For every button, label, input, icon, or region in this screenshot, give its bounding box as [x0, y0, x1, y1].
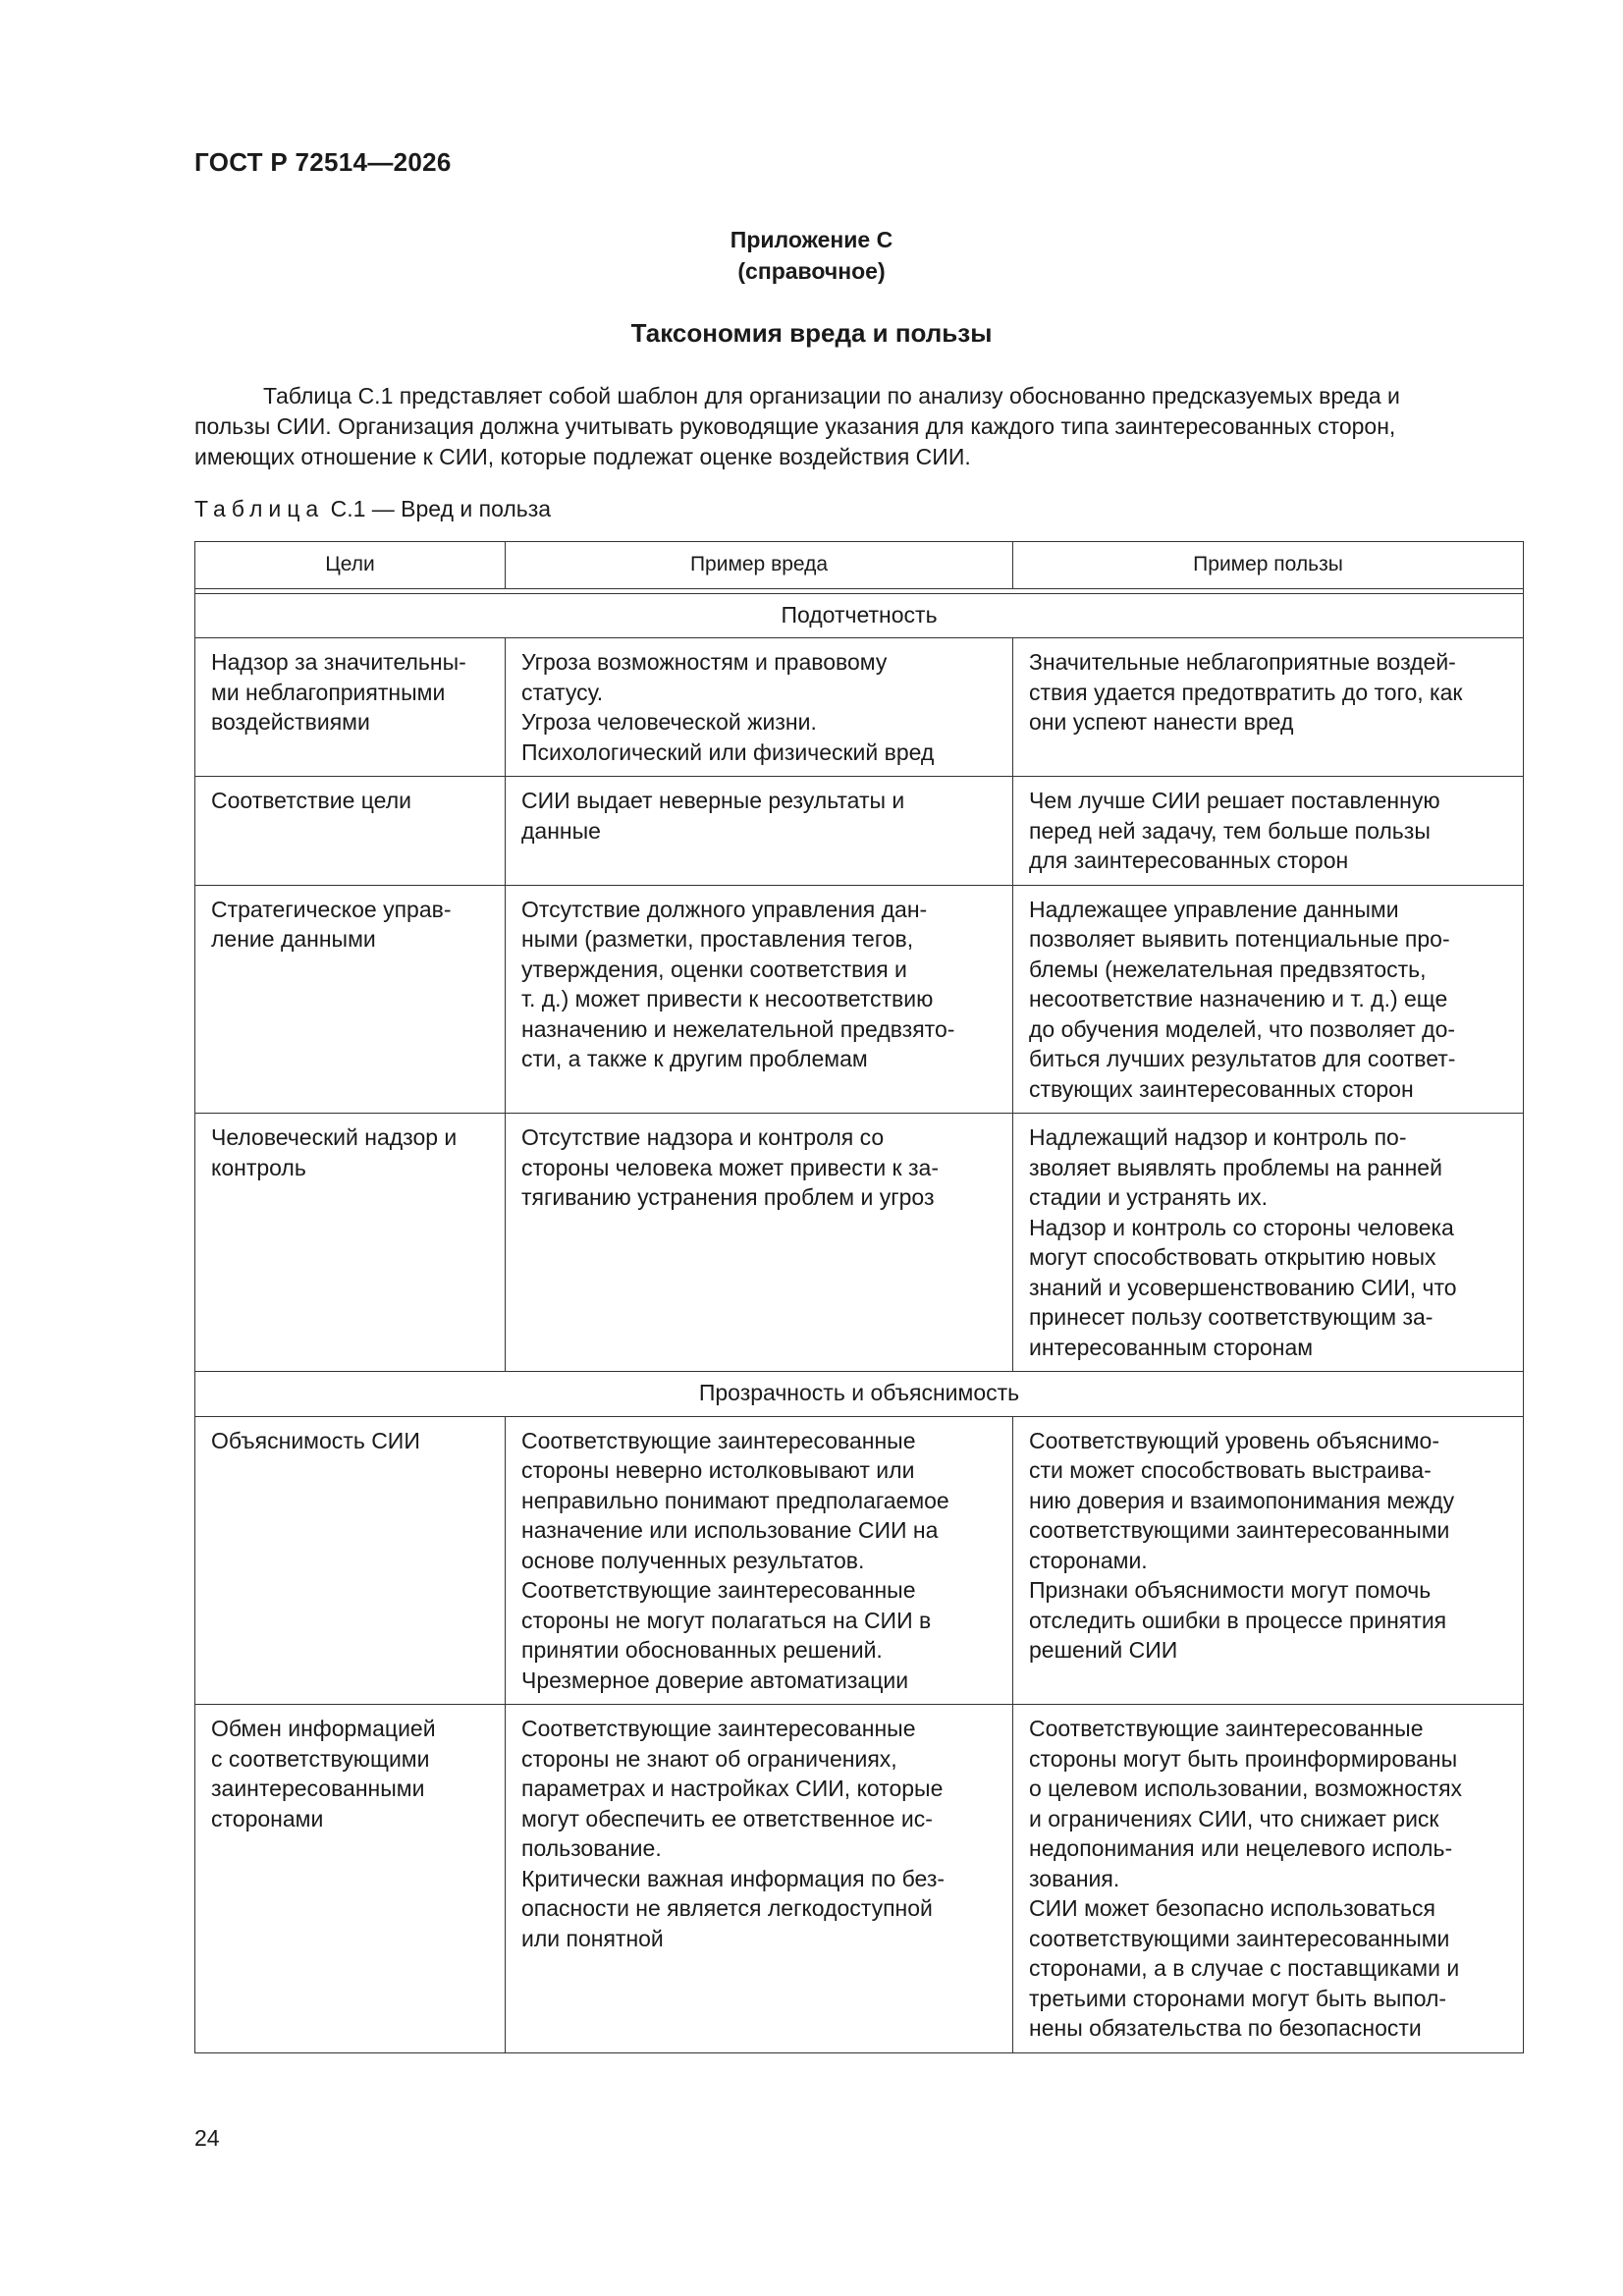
intro-line: имеющих отношение к СИИ, которые подлежат оценке воздействия СИИ.	[194, 444, 971, 469]
table-caption-label: Таблица	[194, 496, 325, 521]
table-caption-text: С.1 — Вред и польза	[330, 496, 552, 521]
cell-line: заинтересованными	[211, 1776, 425, 1801]
cell-harm	[506, 1705, 1013, 2053]
cell-line: для заинтересованных сторон	[1029, 847, 1349, 873]
cell-line: СИИ выдает неверные результаты и	[521, 788, 905, 813]
cell-benefit	[1013, 638, 1524, 777]
cell-line: стороны неверно истолковывают или	[521, 1457, 915, 1483]
column-header-benefit: Пример пользы	[1013, 542, 1524, 589]
table-header-row	[195, 542, 1524, 589]
cell-line: Человеческий надзор и	[211, 1124, 458, 1150]
section-row	[195, 593, 1524, 638]
section-title: Подотчетность	[195, 593, 1524, 638]
cell-goal	[195, 1114, 506, 1372]
section-title: Прозрачность и объяснимость	[195, 1372, 1524, 1417]
cell-line: Признаки объяснимости могут помочь	[1029, 1577, 1432, 1603]
document-code: ГОСТ Р 72514—2026	[194, 147, 452, 177]
cell-line: стороны могут быть проинформированы	[1029, 1745, 1458, 1772]
intro-line: пользы СИИ. Организация должна учитывать руководящие указания для каждого типа заинтересованных сторон,	[194, 413, 1396, 439]
cell-line: о целевом использовании, возможностях	[1029, 1776, 1463, 1801]
cell-benefit	[1013, 1705, 1524, 2053]
cell-goal	[195, 777, 506, 886]
cell-line: Психологический или физический вред	[521, 738, 935, 765]
cell-line: несоответствие назначению и т. д.) еще	[1029, 986, 1448, 1011]
annex-subtitle: (справочное)	[737, 258, 886, 284]
annex-heading	[0, 224, 1623, 287]
cell-benefit	[1013, 1114, 1524, 1372]
cell-line: стороны не могут полагаться на СИИ в	[521, 1607, 932, 1633]
column-header-harm: Пример вреда	[506, 542, 1013, 589]
cell-line: Соответствующие заинтересованные	[521, 1427, 916, 1453]
cell-line: основе полученных результатов.	[521, 1547, 865, 1573]
cell-line: тягиванию устранения проблем и угроз	[521, 1184, 935, 1210]
cell-line: принятии обоснованных решений.	[521, 1637, 883, 1663]
cell-line: ление данными	[211, 926, 376, 952]
cell-line: знаний и усовершенствованию СИИ, что	[1029, 1274, 1457, 1300]
cell-line: позволяет выявить потенциальные про-	[1029, 926, 1450, 952]
cell-line: Угроза возможностям и правовому	[521, 649, 888, 675]
cell-line: зования.	[1029, 1865, 1120, 1891]
cell-line: воздействиями	[211, 709, 370, 735]
cell-benefit	[1013, 885, 1524, 1114]
cell-line: стороны человека может привести к за-	[521, 1154, 940, 1180]
cell-line: третьими сторонами могут быть выпол-	[1029, 1985, 1447, 2011]
cell-line: они успеют нанести вред	[1029, 709, 1294, 735]
cell-line: ными (разметки, проставления тегов,	[521, 926, 914, 952]
table-row	[195, 777, 1524, 886]
cell-line: зволяет выявлять проблемы на ранней	[1029, 1154, 1442, 1180]
annex-title: Приложение С	[730, 227, 893, 252]
cell-goal	[195, 885, 506, 1114]
cell-line: Отсутствие должного управления дан-	[521, 896, 928, 922]
cell-harm	[506, 885, 1013, 1114]
column-header-goals: Цели	[195, 542, 506, 589]
cell-goal	[195, 638, 506, 777]
cell-line: блемы (нежелательная предвзятость,	[1029, 956, 1427, 982]
cell-line: сти может способствовать выстраива-	[1029, 1457, 1432, 1483]
cell-line: Надзор и контроль со стороны человека	[1029, 1214, 1454, 1240]
cell-line: нию доверия и взаимопонимания между	[1029, 1487, 1455, 1513]
harm-benefit-table	[194, 541, 1524, 2053]
cell-benefit	[1013, 777, 1524, 886]
cell-line: Соответствующие заинтересованные	[521, 1577, 916, 1603]
cell-line: отследить ошибки в процессе принятия	[1029, 1607, 1447, 1633]
intro-paragraph	[194, 381, 1520, 472]
cell-line: ствующих заинтересованных сторон	[1029, 1075, 1414, 1102]
cell-line: сторонами	[211, 1805, 324, 1831]
cell-harm	[506, 777, 1013, 886]
cell-line: т. д.) может привести к несоответствию	[521, 986, 934, 1011]
cell-line: принесет пользу соответствующим за-	[1029, 1304, 1434, 1330]
cell-benefit	[1013, 1416, 1524, 1705]
cell-line: контроль	[211, 1154, 306, 1180]
cell-line: соответствующими заинтересованными	[1029, 1925, 1450, 1951]
cell-line: Чрезмерное доверие автоматизации	[521, 1667, 909, 1693]
section-row	[195, 1372, 1524, 1417]
cell-line: соответствующими заинтересованными	[1029, 1517, 1450, 1543]
cell-line: Объяснимость СИИ	[211, 1427, 420, 1453]
cell-line: перед ней задачу, тем больше пользы	[1029, 817, 1431, 844]
cell-line: недопонимания или нецелевого исполь-	[1029, 1835, 1453, 1861]
cell-line: ми неблагоприятными	[211, 679, 446, 705]
cell-line: могут способствовать открытию новых	[1029, 1244, 1436, 1270]
cell-line: Стратегическое управ-	[211, 896, 452, 922]
cell-line: стадии и устранять их.	[1029, 1184, 1268, 1210]
table-caption	[194, 496, 551, 522]
cell-harm	[506, 1114, 1013, 1372]
cell-line: назначению и нежелательной предвзято-	[521, 1015, 955, 1042]
cell-line: неправильно понимают предполагаемое	[521, 1487, 949, 1513]
cell-line: Соответствующий уровень объяснимо-	[1029, 1427, 1439, 1453]
cell-line: Соответствующие заинтересованные	[521, 1716, 916, 1741]
cell-line: Критически важная информация по без-	[521, 1865, 946, 1891]
cell-line: пользование.	[521, 1835, 662, 1861]
page-title: Таксономия вреда и пользы	[630, 318, 993, 348]
cell-harm	[506, 638, 1013, 777]
table-body	[195, 588, 1524, 2052]
cell-line: сти, а также к другим проблемам	[521, 1046, 868, 1071]
cell-line: ствия удается предотвратить до того, как	[1029, 679, 1463, 705]
cell-harm	[506, 1416, 1013, 1705]
cell-line: статусу.	[521, 679, 604, 705]
cell-line: Угроза человеческой жизни.	[521, 709, 817, 735]
cell-line: Чем лучше СИИ решает поставленную	[1029, 788, 1440, 813]
cell-line: и ограничениях СИИ, что снижает риск	[1029, 1805, 1439, 1831]
cell-goal	[195, 1705, 506, 2053]
cell-line: Надлежащий надзор и контроль по-	[1029, 1124, 1407, 1150]
cell-line: данные	[521, 817, 601, 844]
cell-line: Обмен информацией	[211, 1716, 436, 1741]
cell-line: СИИ может безопасно использоваться	[1029, 1895, 1435, 1921]
cell-line: сторонами.	[1029, 1547, 1148, 1573]
cell-line: Надзор за значительны-	[211, 649, 466, 675]
cell-line: утверждения, оценки соответствия и	[521, 956, 907, 982]
table-row	[195, 885, 1524, 1114]
cell-line: Соответствие цели	[211, 788, 411, 813]
intro-line: Таблица С.1 представляет собой шаблон для организации по анализу обоснованно предсказуемых вреда и	[263, 383, 1400, 409]
cell-line: могут обеспечить ее ответственное ис-	[521, 1805, 933, 1831]
cell-line: Значительные неблагоприятные воздей-	[1029, 649, 1456, 675]
cell-line: Соответствующие заинтересованные	[1029, 1716, 1424, 1741]
cell-line: назначение или использование СИИ на	[521, 1517, 939, 1543]
cell-line: с соответствующими	[211, 1745, 430, 1772]
page-number: 24	[194, 2125, 220, 2151]
table-row	[195, 1705, 1524, 2053]
cell-line: сторонами, а в случае с поставщиками и	[1029, 1955, 1460, 1981]
cell-line: опасности не является легкодоступной	[521, 1895, 933, 1921]
table-row	[195, 1114, 1524, 1372]
cell-line: или понятной	[521, 1925, 664, 1951]
cell-line: Надлежащее управление данными	[1029, 896, 1399, 922]
cell-line: стороны не знают об ограничениях,	[521, 1745, 897, 1772]
cell-line: параметрах и настройках СИИ, которые	[521, 1776, 944, 1801]
cell-line: нены обязательства по безопасности	[1029, 2015, 1422, 2041]
table-row	[195, 638, 1524, 777]
cell-line: до обучения моделей, что позволяет до-	[1029, 1015, 1456, 1042]
cell-goal	[195, 1416, 506, 1705]
cell-line: биться лучших результатов для соответ-	[1029, 1046, 1456, 1071]
table-row	[195, 1416, 1524, 1705]
cell-line: Отсутствие надзора и контроля со	[521, 1124, 885, 1150]
cell-line: решений СИИ	[1029, 1637, 1178, 1663]
cell-line: интересованным сторонам	[1029, 1334, 1314, 1360]
